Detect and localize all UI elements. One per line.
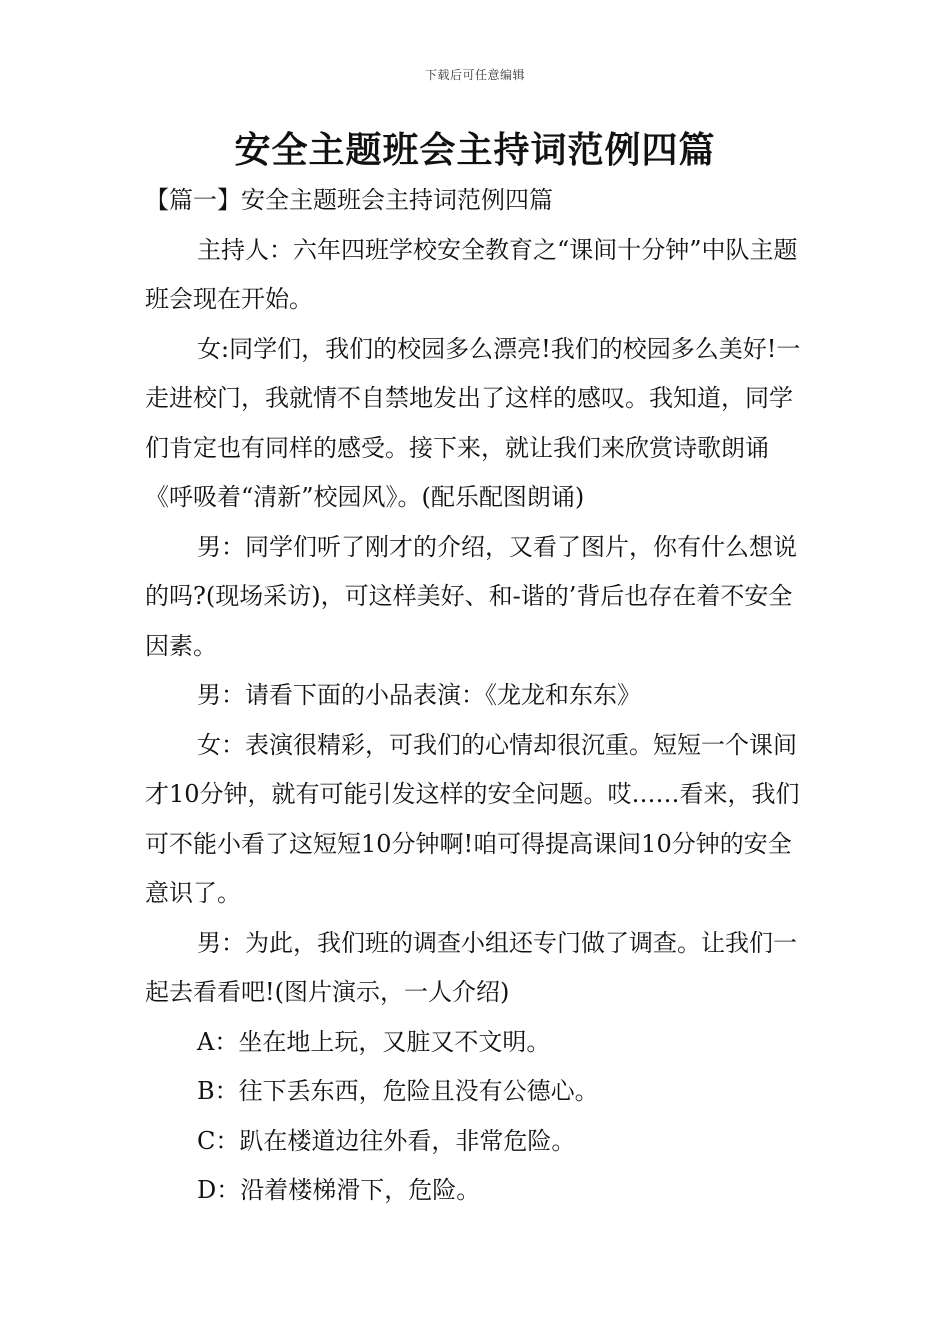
- list-item-c: C：趴在楼道边往外看，非常危险。: [197, 1126, 576, 1155]
- section-heading: 【篇一】安全主题班会主持词范例四篇: [145, 186, 553, 214]
- paragraph-male-question: 男：同学们听了刚才的介绍，又看了图片，你有什么想说的吗?(现场采访)，可这样美好、和-谐的’背后也存在着不安全因素。: [145, 532, 797, 660]
- paragraph-host-opening: 主持人：六年四班学校安全教育之“课间十分钟”中队主题班会现在开始。: [145, 235, 798, 313]
- paragraph-male-survey: 男：为此，我们班的调查小组还专门做了调查。让我们一起去看看吧!(图片演示，一人介绍): [145, 928, 797, 1006]
- list-item-d: D：沿着楼梯滑下，危险。: [197, 1176, 481, 1204]
- document-title: 安全主题班会主持词范例四篇: [234, 129, 716, 171]
- header-note: 下载后可任意编辑: [424, 68, 525, 82]
- document-body: [145, 176, 810, 1216]
- paragraph-male-skit: 男：请看下面的小品表演：《龙龙和东东》: [197, 681, 641, 709]
- list-item-a: A：坐在地上玩，又脏又不文明。: [197, 1027, 551, 1056]
- list-item-b: B：往下丢东西，危险且没有公德心。: [197, 1077, 599, 1105]
- paragraph-female-intro: 女:同学们，我们的校园多么漂亮!我们的校园多么美好!一走进校门，我就情不自禁地发出了这样的感叹。我知道，同学们肯定也有同样的感受。接下来，就让我们来欣赏诗歌朗诵《呼吸着“清新”校园风》。(配乐配图朗诵): [145, 334, 801, 511]
- paragraph-female-reflection: 女：表演很精彩，可我们的心情却很沉重。短短一个课间才10分钟，就有可能引发这样的安全问题。哎……看来，我们可不能小看了这短短10分钟啊!咱可得提高课间10分钟的安全意识了。: [145, 730, 800, 907]
